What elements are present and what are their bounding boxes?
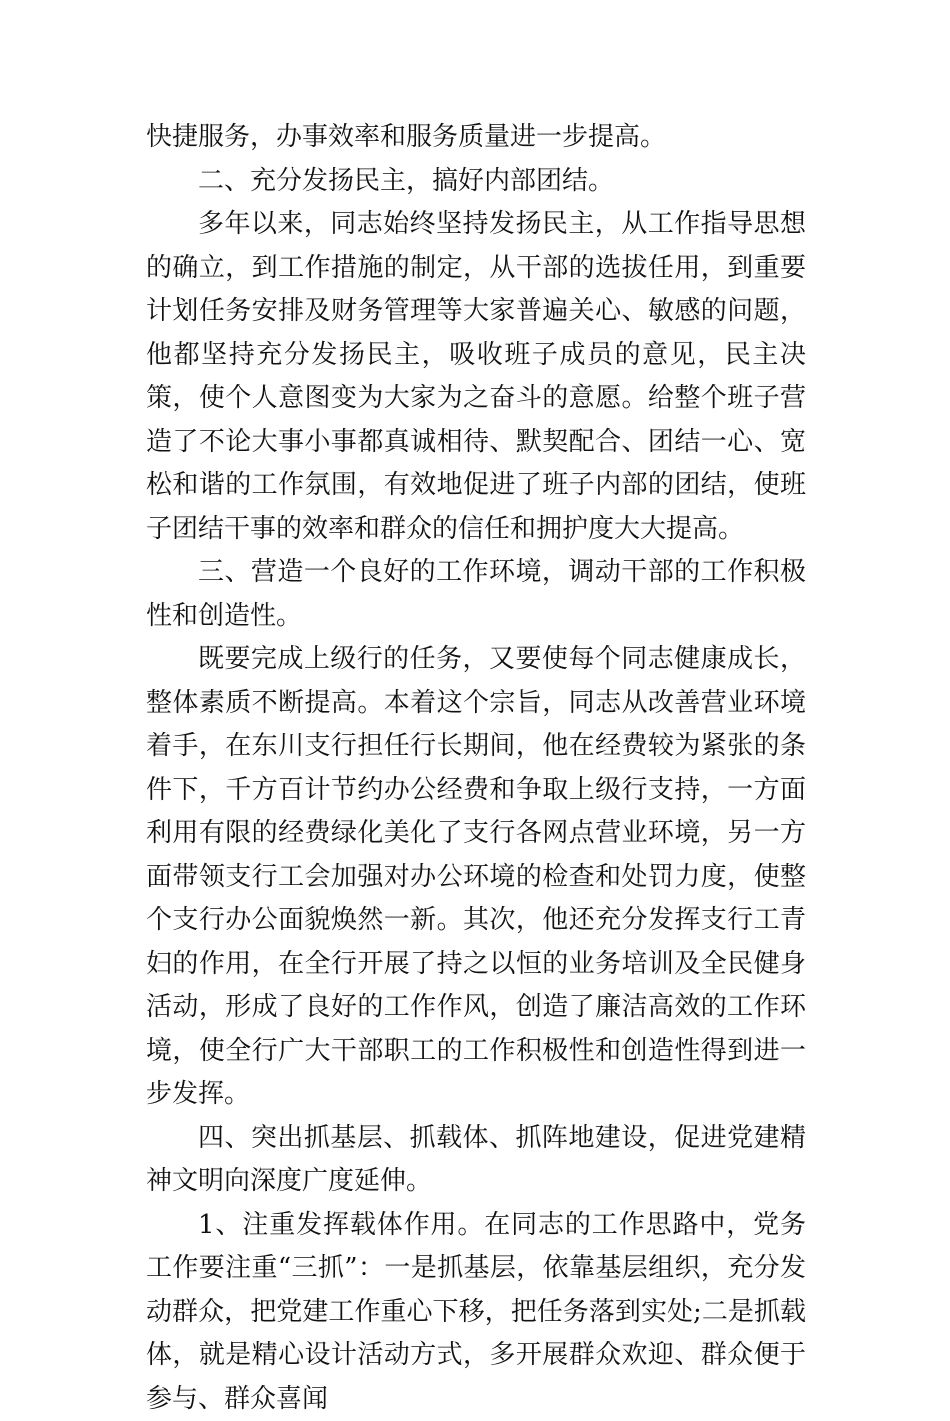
paragraph-work-environment: 既要完成上级行的任务，又要使每个同志健康成长，整体素质不断提高。本着这个宗旨，同志从改善营业环境着手，在东川支行担任行长期间，他在经费较为紧张的条件下，千方百计节约办公经费和争取上级行支持，一方面利用有限的经费绿化美化了支行各网点营业环境，另一方面带领支行工会加强对办公环境的检查和处罚力度，使整个支行办公面貌焕然一新。其次，他还充分发挥支行工青妇的作用，在全行开展了持之以恒的业务培训及全民健身活动，形成了良好的工作作风，创造了廉洁高效的工作环境，使全行广大干部职工的工作积极性和创造性得到进一步发挥。 — [146, 638, 806, 1117]
paragraph-continuation: 快捷服务，办事效率和服务质量进一步提高。 — [146, 116, 806, 160]
document-body — [146, 116, 806, 1421]
section-heading-4: 四、突出抓基层、抓载体、抓阵地建设，促进党建精神文明向深度广度延伸。 — [146, 1117, 806, 1204]
section-heading-3: 三、营造一个良好的工作环境，调动干部的工作积极性和创造性。 — [146, 551, 806, 638]
paragraph-democracy: 多年以来，同志始终坚持发扬民主，从工作指导思想的确立，到工作措施的制定，从干部的选拔任用，到重要计划任务安排及财务管理等大家普遍关心、敏感的问题，他都坚持充分发扬民主，吸收班子成员的意见，民主决策，使个人意图变为大家为之奋斗的意愿。给整个班子营造了不论大事小事都真诚相待、默契配合、团结一心、宽松和谐的工作氛围，有效地促进了班子内部的团结，使班子团结干事的效率和群众的信任和拥护度大大提高。 — [146, 203, 806, 551]
paragraph-carrier-role: 1、注重发挥载体作用。在同志的工作思路中，党务工作要注重“三抓”：一是抓基层，依靠基层组织，充分发动群众，把党建工作重心下移，把任务落到实处;二是抓载体，就是精心设计活动方式，多开展群众欢迎、群众便于参与、群众喜闻 — [146, 1204, 806, 1421]
section-heading-2: 二、充分发扬民主，搞好内部团结。 — [146, 160, 806, 204]
